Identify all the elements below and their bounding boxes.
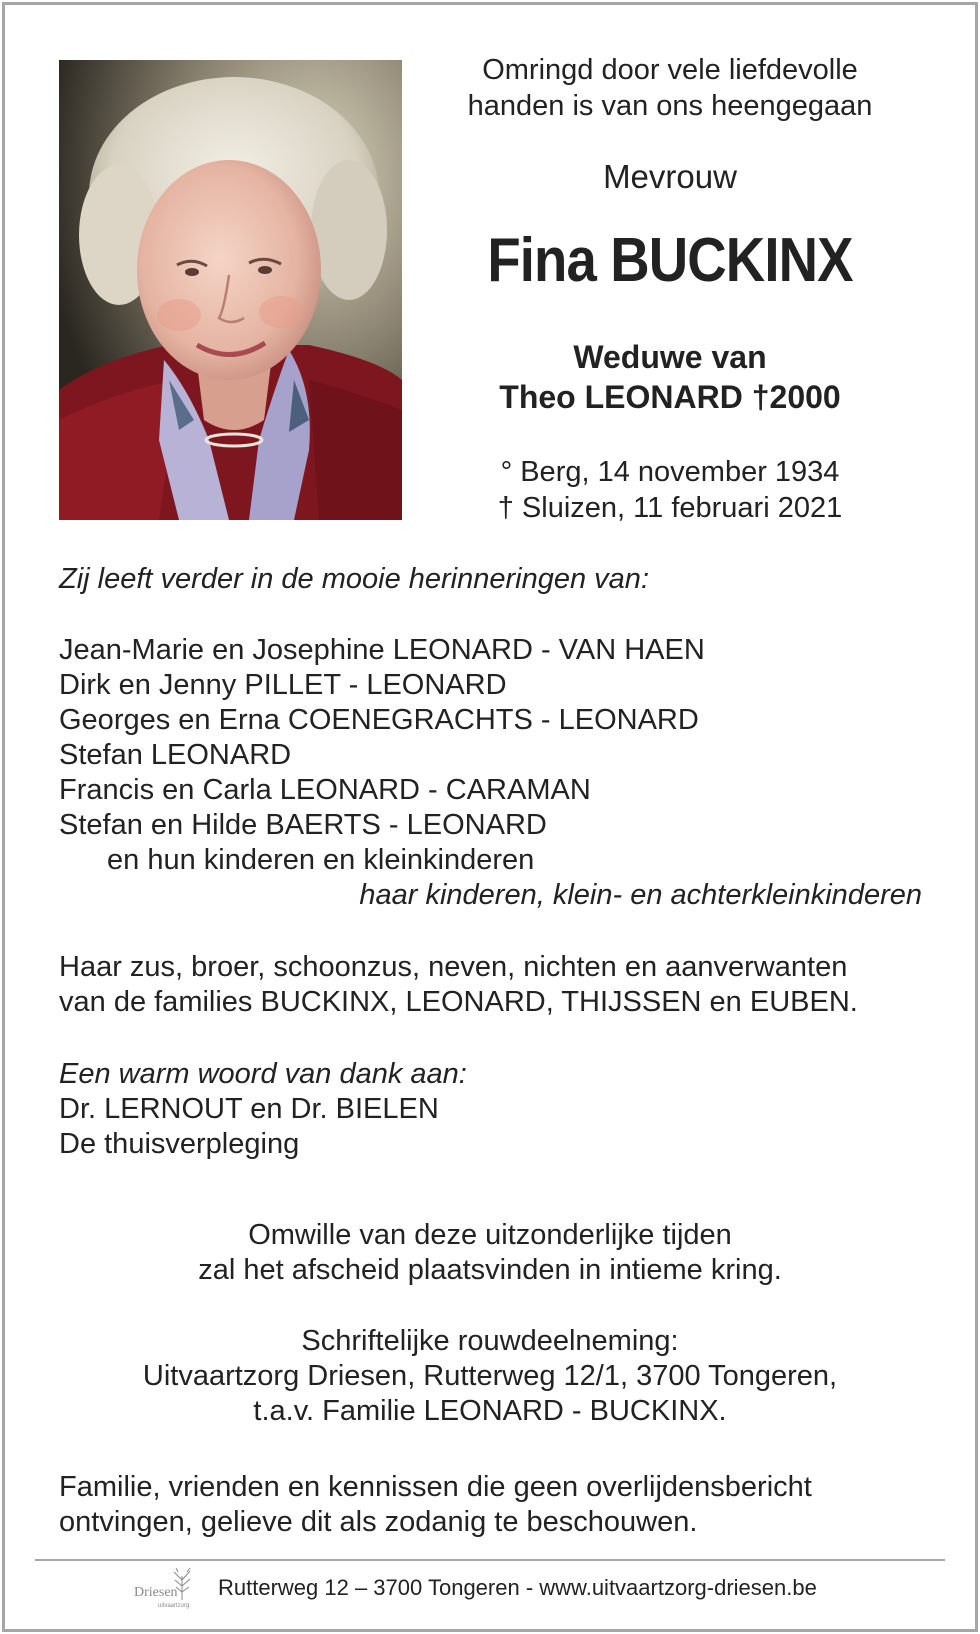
- ceremony-notice: [30, 1218, 950, 1288]
- family-member: Jean-Marie en Josephine LEONARD - VAN HAEN: [59, 634, 705, 666]
- footer-address: Rutterweg 12 – 3700 Tongeren - www.uitvaartzorg-driesen.be: [218, 1575, 817, 1600]
- driesen-logo: [132, 1566, 202, 1610]
- portrait-photo: [59, 60, 402, 520]
- thanks-intro: Een warm woord van dank aan:: [59, 1058, 467, 1090]
- svg-text:uitvaartzorg: uitvaartzorg: [158, 1603, 190, 1609]
- notice-line: ontvingen, gelieve dit als zodanig te beschouwen.: [59, 1506, 698, 1538]
- deceased-name: Fina BUCKINX: [487, 226, 853, 295]
- widow-of: [430, 337, 910, 417]
- relatives-line: van de families BUCKINX, LEONARD, THIJSSEN en EUBEN.: [59, 986, 858, 1018]
- honorific: Mevrouw: [603, 158, 737, 195]
- thanks-line: Dr. LERNOUT en Dr. BIELEN: [59, 1093, 439, 1125]
- intro-text: [430, 52, 910, 124]
- birth-date: ° Berg, 14 november 1934: [500, 456, 840, 488]
- family-summary: haar kinderen, klein- en achterkleinkinderen: [359, 879, 922, 911]
- intro-line: Omringd door vele liefdevolle: [482, 54, 858, 86]
- notice-paragraph: [59, 1470, 939, 1540]
- relatives-paragraph: [59, 950, 939, 1020]
- condolence-line: Schriftelijke rouwdeelneming:: [301, 1325, 679, 1357]
- family-member: Georges en Erna COENEGRACHTS - LEONARD: [59, 704, 699, 736]
- svg-text:Driesen: Driesen: [134, 1585, 178, 1600]
- death-date: † Sluizen, 11 februari 2021: [497, 492, 843, 524]
- life-dates: [430, 454, 910, 526]
- intro-line: handen is van ons heengegaan: [467, 90, 873, 122]
- widow-line: Theo LEONARD †2000: [499, 379, 841, 415]
- family-member: Dirk en Jenny PILLET - LEONARD: [59, 669, 507, 701]
- condolence-line: t.a.v. Familie LEONARD - BUCKINX.: [253, 1395, 727, 1427]
- ceremony-line: Omwille van deze uitzonderlijke tijden: [248, 1219, 732, 1251]
- footer-divider: [35, 1559, 945, 1561]
- memories-intro: Zij leeft verder in de mooie herinneringen van:: [59, 563, 649, 595]
- family-member: Stefan LEONARD: [59, 739, 292, 771]
- family-member: Francis en Carla LEONARD - CARAMAN: [59, 774, 591, 806]
- family-descendants: en hun kinderen en kleinkinderen: [107, 844, 535, 876]
- notice-line: Familie, vrienden en kennissen die geen overlijdensbericht: [59, 1471, 812, 1503]
- thanks-section: [59, 1057, 939, 1162]
- family-list: [59, 633, 939, 913]
- relatives-line: Haar zus, broer, schoonzus, neven, nichten en aanverwanten: [59, 951, 848, 983]
- family-member: Stefan en Hilde BAERTS - LEONARD: [59, 809, 547, 841]
- ceremony-line: zal het afscheid plaatsvinden in intieme kring.: [198, 1254, 782, 1286]
- thanks-line: De thuisverpleging: [59, 1128, 300, 1160]
- condolence-address: [30, 1324, 950, 1429]
- condolence-line: Uitvaartzorg Driesen, Rutterweg 12/1, 3700 Tongeren,: [142, 1360, 838, 1392]
- widow-line: Weduwe van: [573, 339, 767, 375]
